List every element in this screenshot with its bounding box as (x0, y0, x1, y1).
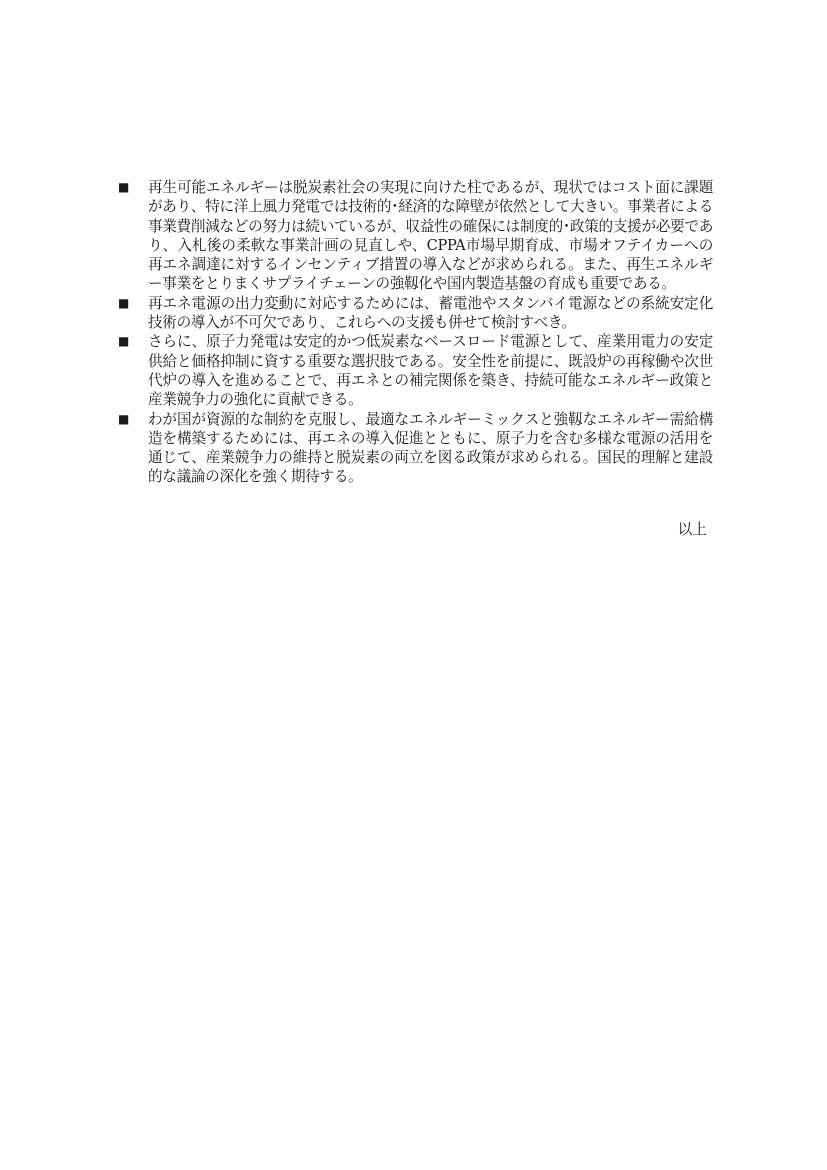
bullet-list (118, 178, 713, 487)
bullet-text: さらに、原子力発電は安定的かつ低炭素なベースロード電源として、産業用電力の安定供給と価格抑制に資する重要な選択肢である。安全性を前提に、既設炉の再稼働や次世代炉の導入を進めることで、再エネとの補完関係を築き、持続可能なエネルギー政策と産業競争力の強化に貢献できる。 (148, 333, 713, 409)
bullet-text: 再生可能エネルギーは脱炭素社会の実現に向けた柱であるが、現状ではコスト面に課題があり、特に洋上風力発電では技術的･経済的な障壁が依然として大きい。事業者による事業費削減などの努力は続いているが、収益性の確保には制度的･政策的支援が必要であり、入札後の柔軟な事業計画の見直しや、CPPA市場早期育成、市場オフテイカーへの再エネ調達に対するインセンティブ措置の導入などが求められる。また、再生エネルギー事業をとりまくサプライチェーンの強靱化や国内製造基盤の育成も重要である。 (148, 179, 713, 293)
square-bullet-icon: ■ (118, 334, 130, 349)
bullet-item-energy-mix (118, 410, 713, 487)
square-bullet-icon: ■ (118, 411, 130, 426)
closing-remark: 以上 (677, 521, 707, 538)
square-bullet-icon: ■ (118, 295, 130, 310)
square-bullet-icon: ■ (118, 180, 130, 194)
bullet-item-renewables-cost (118, 178, 713, 294)
bullet-text: わが国が資源的な制約を克服し、最適なエネルギーミックスと強靱なエネルギー需給構造を構築するためには、再エネの導入促進とともに、原子力を含む多様な電源の活用を通じて、産業競争力の維持と脱炭素の両立を図る政策が求められる。国民的理解と建設的な議論の深化を強く期待する。 (148, 410, 713, 486)
bullet-text: 再エネ電源の出力変動に対応するためには、蓄電池やスタンバイ電源などの系統安定化技術の導入が不可欠であり、これらへの支援も併せて検討すべき。 (148, 294, 713, 332)
bullet-item-grid-stability (118, 294, 713, 333)
bullet-item-nuclear-power (118, 332, 713, 409)
